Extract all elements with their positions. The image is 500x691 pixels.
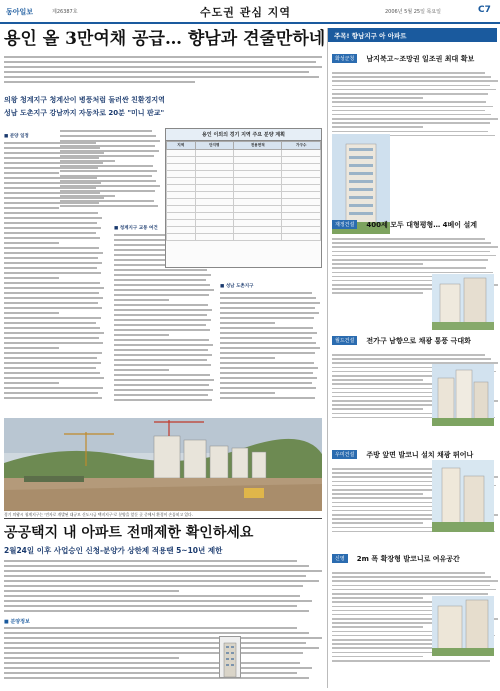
body-column (220, 280, 320, 402)
table-row (167, 164, 321, 171)
text-line (332, 251, 490, 253)
table-row (167, 213, 321, 220)
text-line (4, 657, 179, 659)
table-cell (195, 213, 234, 220)
text-line (4, 307, 102, 309)
section-heading: ■ 분양 일정 (4, 134, 29, 139)
text-line (332, 246, 498, 248)
text-line (332, 118, 498, 120)
text-line (332, 292, 423, 294)
text-line (114, 324, 206, 326)
table-header: 지역 (167, 142, 196, 150)
sidebar-item-title: 전가구 남향으로 채광 통풍 극대화 (366, 336, 471, 345)
article-2-headline: 공공택지 내 아파트 전매제한 확인하세요 (4, 525, 254, 541)
text-line (4, 272, 101, 274)
table-cell (234, 213, 282, 220)
sidebar-item-title: 400세 모두 대형평형… 4베이 설계 (366, 220, 478, 229)
text-line (332, 593, 488, 595)
text-line (220, 382, 312, 384)
table-header: 단지명 (195, 142, 234, 150)
text-line (332, 242, 491, 244)
text-line (114, 274, 211, 276)
text-line (332, 267, 486, 269)
text-line (332, 656, 423, 658)
text-line (220, 317, 314, 319)
text-line (4, 667, 312, 669)
table-cell (167, 227, 196, 234)
table-title: 용인 이외의 경기 지역 주요 분양 계획 (166, 129, 321, 141)
text-line (4, 237, 100, 239)
table-cell (195, 220, 234, 227)
text-line (4, 262, 102, 264)
text-line (4, 585, 303, 587)
text-line (60, 165, 153, 167)
text-line (220, 372, 313, 374)
text-line (332, 122, 490, 124)
text-line (4, 317, 101, 319)
text-line (114, 359, 207, 361)
text-line (220, 397, 315, 399)
text-line (114, 369, 169, 371)
table-cell (195, 185, 234, 192)
text-line (220, 377, 317, 379)
text-line (332, 408, 423, 410)
text-line (332, 354, 485, 356)
table-row (167, 220, 321, 227)
text-line (220, 327, 313, 329)
text-line (4, 277, 59, 279)
text-line (60, 205, 158, 207)
article-2-body (4, 560, 322, 618)
text-line (60, 190, 155, 192)
text-line (4, 362, 101, 364)
table-cell (234, 192, 282, 199)
text-line (114, 314, 207, 316)
text-line (4, 570, 322, 572)
text-line (332, 597, 423, 599)
section-heading: ■ 청계지구 교통 여건 (114, 226, 158, 231)
text-line (220, 342, 316, 344)
table-cell (234, 206, 282, 213)
table-row (167, 150, 321, 157)
text-line (4, 257, 98, 259)
sidebar-item-title: 2m 폭 확장형 발코니로 여유공간 (356, 554, 460, 563)
text-line (60, 175, 152, 177)
text-line (4, 232, 96, 234)
table-cell (234, 157, 282, 164)
table-cell (167, 185, 196, 192)
text-line (4, 377, 104, 379)
text-line (114, 399, 212, 401)
text-line (332, 589, 496, 591)
table-row (167, 192, 321, 199)
text-line (114, 284, 210, 286)
table-cell (167, 171, 196, 178)
table-cell (195, 178, 234, 185)
text-line (114, 339, 209, 341)
issue-number: 제26387호 (52, 9, 78, 15)
text-line (4, 357, 97, 359)
table-cell (282, 178, 321, 185)
text-line (4, 372, 100, 374)
development-table (165, 128, 322, 268)
text-line (332, 572, 485, 574)
sidebar-item-title: 주방 앞면 발코니 설치 채광 뛰어나 (366, 450, 474, 459)
text-line (4, 172, 59, 174)
text-line (220, 347, 320, 349)
table-cell (195, 206, 234, 213)
text-line (114, 294, 209, 296)
text-line (4, 247, 99, 249)
text-line (60, 160, 115, 162)
table-cell (282, 220, 321, 227)
text-line (4, 337, 99, 339)
table-cell (282, 199, 321, 206)
table-row (167, 171, 321, 178)
text-line (332, 272, 493, 274)
table-cell (195, 164, 234, 171)
text-line (332, 101, 486, 103)
text-line (220, 297, 316, 299)
text-line (4, 292, 99, 294)
company-tag: 우미건설 (332, 450, 357, 459)
apartment-thumbnail (219, 636, 241, 678)
table-cell (167, 192, 196, 199)
table-cell (195, 150, 234, 157)
table-cell (167, 199, 196, 206)
construction-photo (4, 418, 322, 511)
table-row (167, 199, 321, 206)
text-line (4, 647, 319, 649)
text-line (332, 259, 488, 261)
text-line (332, 493, 423, 495)
text-line (4, 642, 306, 644)
text-line (4, 590, 179, 592)
publication-date: 2006년 5월 25일 목요일 (385, 9, 442, 15)
text-line (4, 312, 59, 314)
company-tag: 신영 (332, 554, 348, 563)
text-line (4, 580, 319, 582)
text-line (4, 652, 303, 654)
table-cell (234, 150, 282, 157)
table-cell (282, 206, 321, 213)
sidebar-item (332, 48, 498, 139)
sidebar-header: 주목! 향남지구 아 아파트 (328, 28, 497, 42)
table-cell (167, 220, 196, 227)
text-line (60, 200, 154, 202)
text-line (4, 217, 102, 219)
text-line (332, 89, 496, 91)
text-line (332, 379, 423, 381)
bunyang-info-label: ■ 분양정보 (4, 619, 30, 625)
text-line (332, 126, 423, 128)
text-line (114, 264, 169, 266)
article-1-subhead-2: 성남 도촌지구 강남까지 자동차로 20분 "미니 판교" (4, 109, 165, 117)
table-row (167, 185, 321, 192)
text-line (332, 106, 493, 108)
table-row (167, 178, 321, 185)
article-divider (4, 518, 322, 519)
table-cell (282, 213, 321, 220)
company-tag: 재정건설 (332, 220, 357, 229)
text-line (4, 595, 300, 597)
text-line (332, 576, 491, 578)
text-line (4, 302, 98, 304)
text-line (60, 130, 152, 132)
text-line (114, 279, 206, 281)
table-cell (195, 157, 234, 164)
text-line (114, 309, 212, 311)
apartment-rendering-3 (432, 364, 494, 426)
text-line (332, 72, 485, 74)
text-line (4, 677, 309, 679)
table-cell (282, 185, 321, 192)
article-2-subhead: 2월24일 이후 사업승인 신청-분양가 상한제 적용땐 5~10년 제한 (4, 546, 223, 555)
text-line (220, 387, 316, 389)
article-1-headline: 용인 올 3만여채 공급… 향남과 견줄만하네 (4, 29, 326, 49)
table-cell (167, 164, 196, 171)
table-cell (234, 199, 282, 206)
text-line (114, 269, 207, 271)
text-line (4, 327, 100, 329)
table-cell (167, 150, 196, 157)
section-heading: ■ 성남 도촌지구 (220, 284, 254, 289)
text-line (114, 349, 208, 351)
table-row (167, 206, 321, 213)
text-line (4, 242, 59, 244)
body-column (60, 130, 160, 210)
text-line (60, 150, 159, 152)
table-cell (234, 178, 282, 185)
text-line (220, 292, 312, 294)
article-1 (4, 28, 326, 118)
article-1-subhead-1: 의왕 청계지구 청계산이 병풍처럼 둘러싼 친환경지역 (4, 96, 165, 104)
page-number: C7 (478, 5, 491, 15)
text-line (114, 364, 211, 366)
text-line (4, 267, 97, 269)
text-line (114, 374, 210, 376)
text-line (114, 394, 208, 396)
table-cell (195, 234, 234, 241)
text-line (114, 319, 211, 321)
text-line (4, 352, 102, 354)
table-cell (234, 220, 282, 227)
text-line (60, 140, 160, 142)
text-line (220, 307, 315, 309)
text-line (60, 185, 160, 187)
table-header: 전용면적 (234, 142, 282, 150)
table (166, 141, 321, 241)
table-cell (167, 234, 196, 241)
table-cell (195, 199, 234, 206)
text-line (114, 344, 213, 346)
text-line (4, 605, 297, 607)
text-line (4, 387, 103, 389)
text-line (332, 660, 490, 662)
text-line (4, 207, 59, 209)
apartment-rendering-2 (432, 274, 494, 330)
bunyang-info-body (4, 627, 322, 687)
text-line (60, 145, 155, 147)
text-line (4, 560, 297, 562)
text-line (4, 662, 300, 664)
text-line (4, 347, 59, 349)
article-1-lead (4, 56, 322, 92)
text-line (220, 312, 319, 314)
table-row (167, 227, 321, 234)
table-cell (195, 192, 234, 199)
text-line (114, 389, 213, 391)
text-line (114, 334, 169, 336)
text-line (4, 332, 104, 334)
text-line (220, 322, 275, 324)
text-line (60, 155, 154, 157)
text-line (332, 585, 490, 587)
text-line (220, 332, 317, 334)
text-line (332, 93, 488, 95)
text-line (60, 135, 156, 137)
text-line (114, 384, 209, 386)
text-line (4, 227, 101, 229)
sidebar-item-title: 남지북고~조망권 일조권 최대 확보 (366, 54, 475, 63)
apartment-rendering-5 (432, 596, 494, 656)
table-cell (167, 213, 196, 220)
text-line (332, 76, 491, 78)
text-line (332, 131, 488, 133)
text-line (114, 289, 214, 291)
table-cell (282, 157, 321, 164)
text-line (332, 255, 496, 257)
text-line (4, 610, 309, 612)
text-line (60, 180, 156, 182)
text-line (220, 357, 275, 359)
table-cell (195, 171, 234, 178)
text-line (4, 382, 59, 384)
company-tag: 화성군청 (332, 54, 357, 63)
table-cell (282, 234, 321, 241)
table-cell (167, 178, 196, 185)
table-cell (234, 234, 282, 241)
text-line (332, 580, 498, 582)
table-cell (282, 164, 321, 171)
table-cell (282, 171, 321, 178)
text-line (4, 565, 309, 567)
table-cell (234, 227, 282, 234)
text-line (60, 170, 157, 172)
sidebar-item-text (332, 72, 498, 136)
text-line (4, 575, 306, 577)
table-cell (195, 227, 234, 234)
text-line (4, 322, 96, 324)
text-line (332, 85, 490, 87)
text-line (4, 672, 297, 674)
table-header: 가구수 (282, 142, 321, 150)
text-line (4, 600, 312, 602)
text-line (4, 282, 100, 284)
text-line (4, 252, 103, 254)
table-cell (167, 157, 196, 164)
text-line (332, 238, 485, 240)
text-line (114, 299, 169, 301)
table-cell (282, 150, 321, 157)
table-cell (234, 171, 282, 178)
company-tag: 월드건설 (332, 336, 357, 345)
text-line (220, 367, 318, 369)
text-line (4, 637, 322, 639)
text-line (220, 352, 315, 354)
text-line (332, 110, 485, 112)
section-title: 수도권 관심 지역 (200, 6, 292, 19)
text-line (114, 354, 212, 356)
table-cell (234, 185, 282, 192)
text-line (220, 392, 275, 394)
right-sidebar (327, 28, 497, 688)
text-line (4, 632, 309, 634)
table-cell (167, 206, 196, 213)
text-line (220, 337, 312, 339)
text-line (332, 626, 423, 628)
text-line (4, 367, 96, 369)
text-line (332, 97, 423, 99)
photo-caption: 경기 의왕시 청계지구는 '민자로 개발된 대규모 신도시급 택지지구'로 분양을 앞둔 곳 중에서 환경이 손꼽히고 있다. (4, 512, 193, 517)
text-line (220, 302, 320, 304)
table-cell (234, 164, 282, 171)
text-line (332, 263, 423, 265)
text-line (4, 297, 103, 299)
text-line (114, 329, 210, 331)
table-cell (282, 227, 321, 234)
text-line (4, 627, 297, 629)
text-line (4, 392, 98, 394)
text-line (4, 222, 97, 224)
text-line (332, 114, 491, 116)
text-line (332, 522, 423, 524)
table-row (167, 234, 321, 241)
apartment-rendering-4 (432, 460, 494, 532)
text-line (60, 195, 115, 197)
text-line (220, 362, 314, 364)
text-line (4, 342, 103, 344)
text-line (114, 304, 208, 306)
table-row (167, 157, 321, 164)
text-line (4, 397, 102, 399)
text-line (4, 287, 104, 289)
newspaper-name: 동아일보 (6, 8, 34, 16)
text-line (332, 80, 498, 82)
text-line (332, 358, 491, 360)
masthead (0, 0, 500, 24)
text-line (4, 212, 98, 214)
text-line (114, 379, 214, 381)
table-cell (282, 192, 321, 199)
